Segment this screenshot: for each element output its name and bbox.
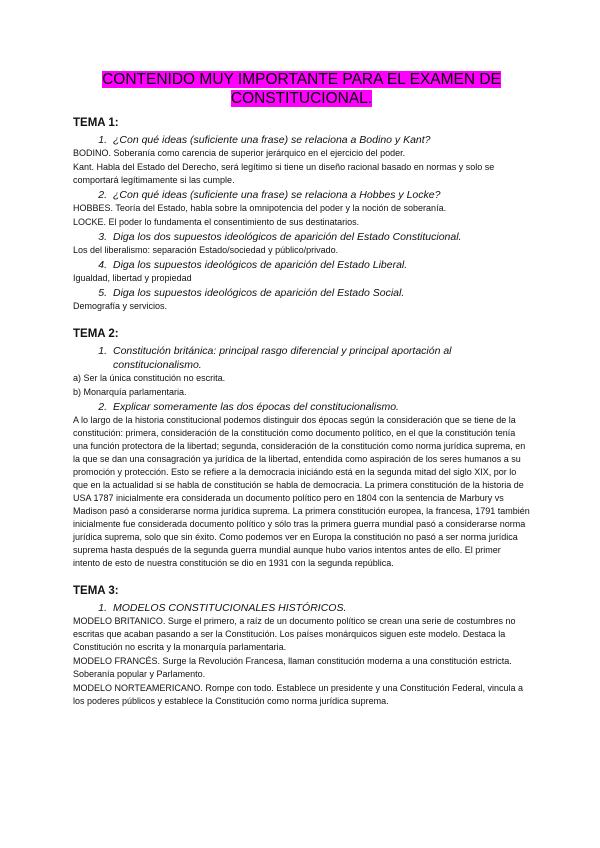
question: 4. Diga los supuestos ideológicos de aparición del Estado Liberal.: [98, 259, 408, 271]
answer: A lo largo de la historia constitucional podemos distinguir dos épocas según la consideración que se tiene de la constitución: primera, consideración de la constitución como documento político, en el que la constitución tenía una función protectora de la libertad; segunda, consideración de la constitución como norma jurídica suprema, en la que se dan una consagración ya jurídica de la libertad, entendida como aspiración de los seres humanos a su promoción y protección. Esto se refiere a la democracia iniciándo está en la segunda mitad del siglo XIX, por lo que en la actualidad si se habla de constitución se habla de democracia. La primera constitución de la historia de USA 1787 inicialmente era considerada un documento político pero en 1804 con la sentencia de Marbury vs Madison pasó a considerarse norma jurídica suprema. La primera constitución europea, la francesa, 1791 también inicialmente fue considerada documento político y sólo tras la primera guerra mundial pasó a considerarse norma jurídica suprema, solo que sin éxito. Como podemos ver en Europa la constitución no pasó a ser norma jurídica suprema hasta después de la segunda guerra mundial aunque hubo varios intentos antes de ello. El primer intento de esto de nuestra constitución se dio en 1931 con la segunda república.: [73, 415, 530, 568]
answer: MODELO FRANCÉS. Surge la Revolución Francesa, llaman constitución moderna a una constitución estricta. Soberanía popular y Parlamento.: [73, 656, 512, 679]
title-line-1: CONTENIDO MUY IMPORTANTE PARA EL EXAMEN DE: [102, 71, 501, 88]
section-tema-1: [73, 116, 530, 313]
section-tema-3: [73, 584, 530, 708]
section-heading: TEMA 3:: [73, 585, 119, 597]
answer: a) Ser la única constitución no escrita.: [73, 373, 226, 383]
question: 1. ¿Con qué ideas (suficiente una frase) se relaciona a Bodino y Kant?: [98, 134, 431, 146]
question: 2. ¿Con qué ideas (suficiente una frase) se relaciona a Hobbes y Locke?: [98, 189, 441, 201]
section-heading: TEMA 1:: [73, 117, 119, 129]
answer: HOBBES. Teoría del Estado, habla sobre la omnipotencia del poder y la noción de soberanía.: [73, 203, 447, 213]
answer: Igualdad, libertad y propiedad: [73, 273, 192, 283]
question: 5. Diga los supuestos ideológicos de aparición del Estado Social.: [98, 287, 405, 299]
section-heading: TEMA 2:: [73, 328, 119, 340]
section-tema-2: [73, 327, 530, 570]
title-line-2: CONSTITUCIONAL.: [230, 90, 373, 107]
question: 2. Explicar someramente las dos épocas del constitucionalismo.: [98, 401, 399, 413]
answer: b) Monarquía parlamentaria.: [73, 387, 187, 397]
answer: BODINO. Soberanía como carencia de superior jerárquico en el ejercicio del poder.: [73, 148, 406, 158]
answer: Kant. Habla del Estado del Derecho, será legítimo si tiene un diseño racional basado en normas y solo se comportará legítimamente si las cumple.: [73, 162, 495, 185]
answer: Los del liberalismo: separación Estado/sociedad y público/privado.: [73, 245, 339, 255]
question: 1. MODELOS CONSTITUCIONALES HISTÓRICOS.: [98, 602, 347, 614]
answer: MODELO NORTEAMERICANO. Rompe con todo. Establece un presidente y una Constitución Federal, vincula a los poderes públicos y establece la Constitución como norma jurídica suprema.: [73, 683, 524, 706]
answer: MODELO BRITANICO. Surge el primero, a raíz de un documento político se crean una serie de costumbres no escritas que acaban pasando a ser la Constitución. Los países monárquicos siguen este modelo. Destaca la Constitución no escrita y la monarquía parlamentaria.: [73, 616, 516, 652]
answer: LOCKE. El poder lo fundamenta el consentimiento de sus destinatarios.: [73, 217, 360, 227]
question: 1. Constitución británica: principal rasgo diferencial y principal aportación al constitucionalismo.: [98, 345, 452, 371]
answer: Demografía y servicios.: [73, 301, 168, 311]
page-title: [73, 70, 530, 108]
question: 3. Diga los dos supuestos ideológicos de aparición del Estado Constitucional.: [98, 231, 462, 243]
